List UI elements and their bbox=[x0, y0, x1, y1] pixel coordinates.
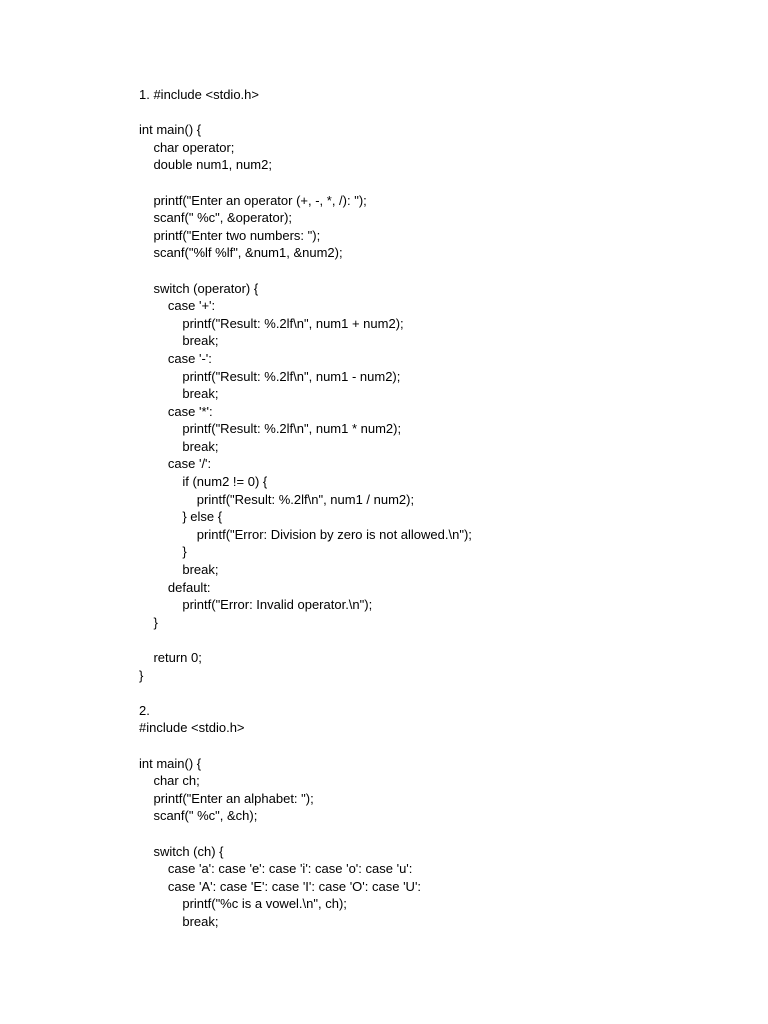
document-line: case '-': bbox=[139, 350, 212, 366]
document-line: case '+': bbox=[139, 298, 216, 314]
document-line: char operator; bbox=[139, 139, 235, 155]
document-line: 1. #include <stdio.h> bbox=[139, 87, 259, 102]
document-line bbox=[139, 684, 739, 702]
document-line: printf("Error: Division by zero is not allowed.\n"); bbox=[139, 526, 472, 542]
document-line: char ch; bbox=[139, 773, 200, 789]
document-line: int main() { bbox=[139, 755, 202, 771]
document-line: printf("Result: %.2lf\n", num1 * num2); bbox=[139, 421, 402, 437]
document-line: scanf("%lf %lf", &num1, &num2); bbox=[139, 245, 343, 261]
document-line bbox=[139, 174, 739, 192]
document-line: scanf(" %c", &operator); bbox=[139, 210, 293, 226]
document-line: case '/': bbox=[139, 456, 212, 472]
document-line: } bbox=[139, 614, 158, 630]
document-line: 2. bbox=[139, 702, 150, 718]
document-line: case 'a': case 'e': case 'i': case 'o': case 'u': bbox=[139, 861, 413, 877]
document-line: } bbox=[139, 544, 187, 560]
document-line: switch (ch) { bbox=[139, 843, 224, 859]
document-line: printf("%c is a vowel.\n", ch); bbox=[139, 896, 347, 912]
document-line: printf("Result: %.2lf\n", num1 + num2); bbox=[139, 315, 404, 331]
document-line: case 'A': case 'E': case 'I': case 'O': case 'U': bbox=[139, 878, 422, 894]
document-line: switch (operator) { bbox=[139, 280, 259, 296]
document-line: break; bbox=[139, 562, 219, 578]
document-line: int main() { bbox=[139, 122, 202, 138]
document-line: break; bbox=[139, 333, 219, 349]
document-line: break; bbox=[139, 438, 219, 454]
document-line: } bbox=[139, 667, 144, 683]
document-line: } else { bbox=[139, 509, 223, 525]
document-line: scanf(" %c", &ch); bbox=[139, 808, 258, 824]
document-line: break; bbox=[139, 386, 219, 402]
document-line: if (num2 != 0) { bbox=[139, 474, 268, 490]
document-line bbox=[139, 104, 739, 122]
document-line: default: bbox=[139, 579, 211, 595]
document-body bbox=[139, 86, 739, 931]
document-line: return 0; bbox=[139, 650, 202, 665]
document-line bbox=[139, 631, 739, 649]
document-line: break; bbox=[139, 913, 219, 929]
document-line: printf("Result: %.2lf\n", num1 - num2); bbox=[139, 368, 401, 384]
document-line bbox=[139, 825, 739, 843]
document-line: case '*': bbox=[139, 403, 213, 419]
document-line bbox=[139, 262, 739, 280]
document-line: printf("Enter two numbers: "); bbox=[139, 227, 321, 243]
document-line: printf("Error: Invalid operator.\n"); bbox=[139, 597, 373, 613]
document-line: printf("Enter an alphabet: "); bbox=[139, 790, 314, 806]
document-line: printf("Enter an operator (+, -, *, /): "); bbox=[139, 192, 367, 208]
document-line bbox=[139, 737, 739, 755]
document-line: printf("Result: %.2lf\n", num1 / num2); bbox=[139, 491, 415, 507]
document-line: double num1, num2; bbox=[139, 157, 272, 173]
document-line: #include <stdio.h> bbox=[139, 720, 245, 736]
